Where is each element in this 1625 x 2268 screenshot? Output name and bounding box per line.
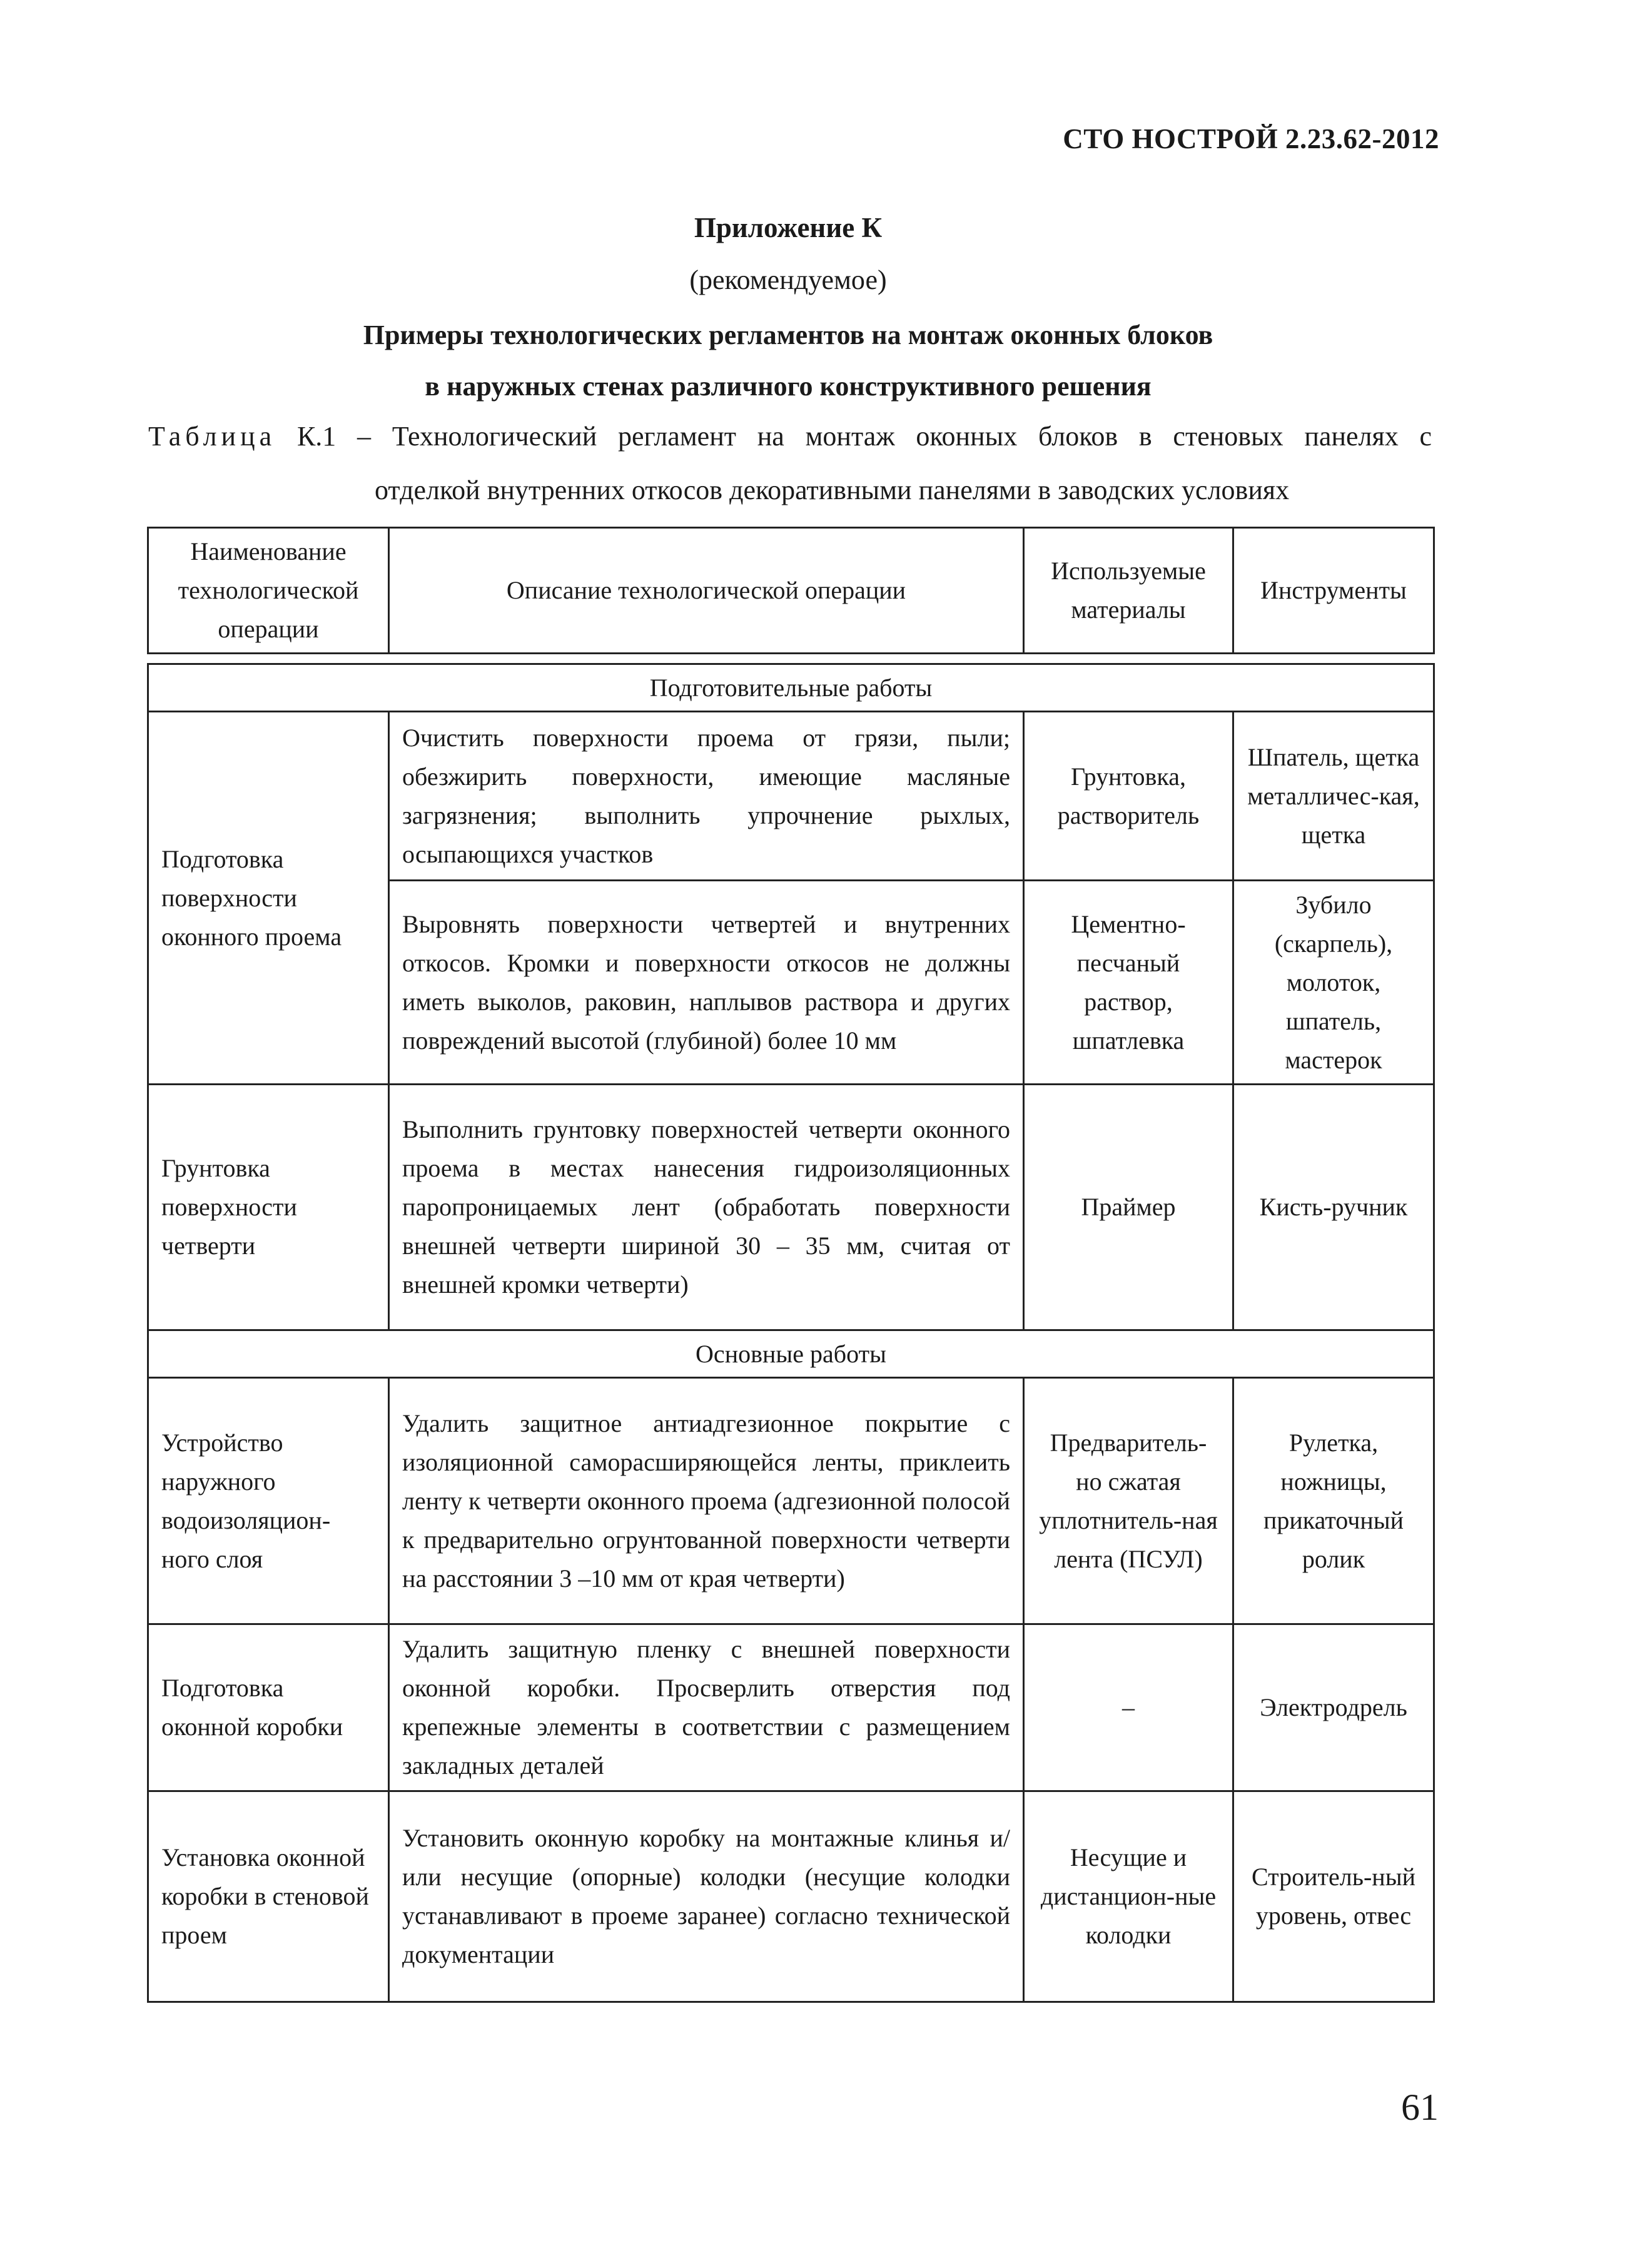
operation-description-cell: Установить оконную коробку на монтажные клинья и/или несущие (опорные) колодки (несущие колодки устанавливают в проеме заранее) согласно технической документации: [389, 1791, 1024, 2002]
tools-cell: Строитель-ный уровень, отвес: [1233, 1791, 1434, 2002]
operation-name-cell: Установка оконной коробки в стеновой проем: [148, 1791, 389, 2002]
table-caption-text: К.1 – Технологический регламент на монтаж оконных блоков в стеновых панелях с: [296, 421, 1432, 452]
table-row: [148, 1378, 1434, 1624]
table-row: [148, 1624, 1434, 1791]
tools-cell: Электродрель: [1233, 1624, 1434, 1791]
operation-name-cell: Устройство наружного водоизоляцион-ного слоя: [148, 1378, 389, 1624]
section-row-main: [148, 1330, 1434, 1378]
section-title: Подготовительные работы: [148, 664, 1434, 712]
tools-cell: Зубило (скарпель), молоток, шпатель, мастерок: [1233, 881, 1434, 1085]
table-caption-label: Таблица: [148, 421, 276, 452]
appendix-title: Приложение К: [694, 212, 883, 243]
table-row: [148, 1085, 1434, 1330]
operation-description-cell: Выполнить грунтовку поверхностей четверти оконного проема в местах нанесения гидроизоляционных паропроницаемых лент (обработать поверхности внешней четверти шириной 30 – 35 мм, считая от внешней кромки четверти): [389, 1085, 1024, 1330]
operation-description-cell: Удалить защитную пленку с внешней поверхности оконной коробки. Просверлить отверстия под крепежные элементы в соответствии с размещением закладных деталей: [389, 1624, 1024, 1791]
operation-name-cell: Грунтовка поверхности четверти: [148, 1085, 389, 1330]
document-title-line-2: в наружных стенах различного конструктивного решения: [425, 371, 1152, 402]
materials-cell: –: [1024, 1624, 1233, 1791]
materials-cell: Цементно-песчаный раствор, шпатлевка: [1024, 881, 1233, 1085]
tools-cell: Шпатель, щетка металличес-кая, щетка: [1233, 712, 1434, 881]
header-operation-name: Наименование технологической операции: [148, 528, 389, 654]
page-number: 61: [1401, 2087, 1439, 2128]
regulation-table: [147, 527, 1435, 2003]
operation-name-cell: Подготовка оконной коробки: [148, 1624, 389, 1791]
table-header-row: [148, 528, 1434, 654]
header-tools: Инструменты: [1233, 528, 1434, 654]
materials-cell: Праймер: [1024, 1085, 1233, 1330]
operation-description-cell: Очистить поверхности проема от грязи, пыли; обезжирить поверхности, имеющие масляные загрязнения; выполнить упрочнение рыхлых, осыпающихся участков: [389, 712, 1024, 881]
section-row-preparatory: [148, 664, 1434, 712]
table-row: [148, 1791, 1434, 2002]
table-caption-line-1: [148, 420, 1432, 452]
materials-cell: Несущие и дистанцион-ные колодки: [1024, 1791, 1233, 2002]
tools-cell: Кисть-ручник: [1233, 1085, 1434, 1330]
appendix-note: (рекомендуемое): [689, 265, 887, 295]
materials-cell: Предваритель-но сжатая уплотнитель-ная лента (ПСУЛ): [1024, 1378, 1233, 1624]
operation-description-cell: Выровнять поверхности четвертей и внутренних откосов. Кромки и поверхности откосов не должны иметь выколов, раковин, наплывов раствора и других повреждений высотой (глубиной) более 10 мм: [389, 881, 1024, 1085]
operation-description-cell: Удалить защитное антиадгезионное покрытие с изоляционной саморасширяющейся ленты, приклеить ленту к четверти оконного проема (адгезионной полосой к предварительно огрунтованной поверхности четверти на расстоянии 3 –10 мм от края четверти): [389, 1378, 1024, 1624]
document-title-line-1: Примеры технологических регламентов на монтаж оконных блоков: [363, 320, 1213, 350]
section-title: Основные работы: [148, 1330, 1434, 1378]
header-materials: Используемые материалы: [1024, 528, 1233, 654]
header-operation-description: Описание технологической операции: [389, 528, 1024, 654]
operation-name-cell: Подготовка поверхности оконного проема: [148, 712, 389, 1085]
table-caption-line-2: отделкой внутренних откосов декоративными панелями в заводских условиях: [375, 475, 1290, 505]
tools-cell: Рулетка, ножницы, прикаточный ролик: [1233, 1378, 1434, 1624]
document-code: СТО НОСТРОЙ 2.23.62-2012: [1063, 123, 1439, 154]
materials-cell: Грунтовка, растворитель: [1024, 712, 1233, 881]
table-row: [148, 712, 1434, 881]
table-spacer-row: [148, 654, 1434, 664]
